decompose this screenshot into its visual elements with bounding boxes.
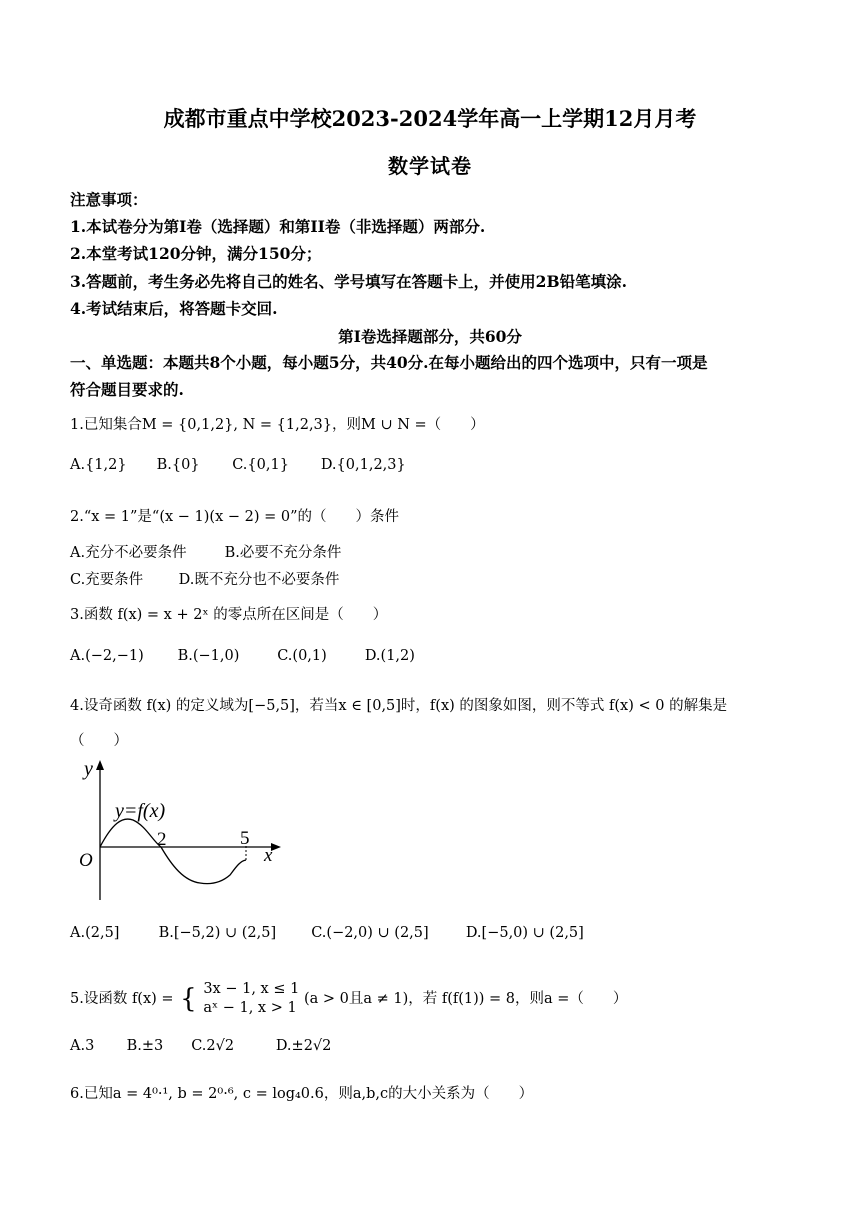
option-c: C.(−2,0) ∪ (2,5] — [311, 925, 429, 941]
exam-title: 成都市重点中学校2023-2024学年高一上学期12月月考 — [163, 106, 697, 131]
question-5-stem — [70, 980, 627, 1018]
option-b: B.[−5,2) ∪ (2,5] — [158, 925, 277, 941]
part-heading-cont: 符合题目要求的. — [70, 380, 184, 399]
option-a: A.(2,5] — [70, 925, 120, 941]
notice-heading: 注意事项： — [70, 190, 148, 209]
question-4-stem-cont: （ ） — [70, 733, 128, 749]
tick-label-5: 5 — [240, 828, 250, 849]
option-a: A.充分不必要条件 — [70, 545, 187, 561]
option-c: C.充要条件 — [70, 572, 144, 588]
function-graph — [70, 752, 290, 902]
option-d: D.{0,1,2,3} — [320, 457, 406, 473]
option-d: D.±2√2 — [275, 1038, 332, 1054]
section-heading: 第I卷选择题部分，共60分 — [338, 327, 522, 346]
question-1-options — [70, 457, 406, 473]
question-4-stem: 4.设奇函数 f(x) 的定义域为[−5,5]，若当x ∈ [0,5]时，f(x) 的图象如图，则不等式 f(x) < 0 的解集是 — [70, 698, 728, 714]
option-a: A.3 — [70, 1038, 95, 1054]
question-2-options-row1 — [70, 541, 341, 562]
option-d: D.[−5,0) ∪ (2,5] — [465, 925, 584, 941]
origin-label: O — [79, 850, 93, 871]
question-1-stem: 1.已知集合M = {0,1,2}, N = {1,2,3}，则M ∪ N =（ ） — [70, 417, 485, 433]
question-5-stem-start: 5.设函数 f(x) = — [70, 991, 174, 1007]
part-heading: 一、单选题：本题共8个小题，每小题5分，共40分.在每小题给出的四个选项中，只有一项是 — [70, 353, 708, 372]
question-3-stem: 3.函数 f(x) = x + 2ˣ 的零点所在区间是（ ） — [70, 607, 388, 623]
notice-item: 2.本堂考试120分钟，满分150分； — [70, 244, 322, 263]
y-axis-arrow-icon — [96, 760, 104, 770]
option-c: C.2√2 — [191, 1038, 235, 1054]
notice-item: 4.考试结束后，将答题卡交回. — [70, 299, 278, 318]
tick-label-2: 2 — [157, 829, 167, 850]
option-d: D.既不充分也不必要条件 — [178, 572, 340, 588]
question-2-options-row2 — [70, 568, 339, 589]
option-a: A.{1,2} — [70, 457, 127, 473]
option-a: A.(−2,−1) — [70, 648, 144, 664]
case-1: 3x − 1, x ≤ 1 — [203, 981, 300, 997]
option-b: B.必要不充分条件 — [224, 545, 342, 561]
question-4-options — [70, 925, 584, 941]
case-2: aˣ − 1, x > 1 — [203, 1000, 297, 1016]
question-5-stem-end: (a > 0且a ≠ 1)，若 f(f(1)) = 8，则a =（ ） — [303, 991, 628, 1007]
option-d: D.(1,2) — [364, 648, 415, 664]
x-axis-label: x — [264, 845, 273, 866]
brace-icon: { — [180, 984, 197, 1014]
question-6-stem: 6.已知a = 4⁰·¹, b = 2⁰·⁶, c = log₄0.6，则a,b,c的大小关系为（ ） — [70, 1086, 534, 1102]
piecewise-cases — [203, 980, 299, 1018]
option-b: B.(−1,0) — [177, 648, 240, 664]
question-5-options — [70, 1038, 331, 1054]
x-axis-arrow-icon — [271, 843, 281, 851]
y-axis-label: y — [84, 758, 93, 780]
option-b: B.±3 — [126, 1038, 164, 1054]
option-b: B.{0} — [156, 457, 200, 473]
function-curve — [100, 819, 246, 884]
question-3-options — [70, 648, 415, 664]
notice-item: 3.答题前，考生务必先将自己的姓名、学号填写在答题卡上，并使用2B铅笔填涂. — [70, 272, 627, 291]
question-2-stem: 2.“x = 1”是“(x − 1)(x − 2) = 0”的（ ）条件 — [70, 509, 400, 525]
exam-subtitle: 数学试卷 — [388, 154, 472, 178]
option-c: C.{0,1} — [232, 457, 289, 473]
option-c: C.(0,1) — [277, 648, 327, 664]
curve-label: y=f(x) — [115, 800, 166, 822]
notice-item: 1.本试卷分为第I卷（选择题）和第II卷（非选择题）两部分. — [70, 217, 486, 236]
